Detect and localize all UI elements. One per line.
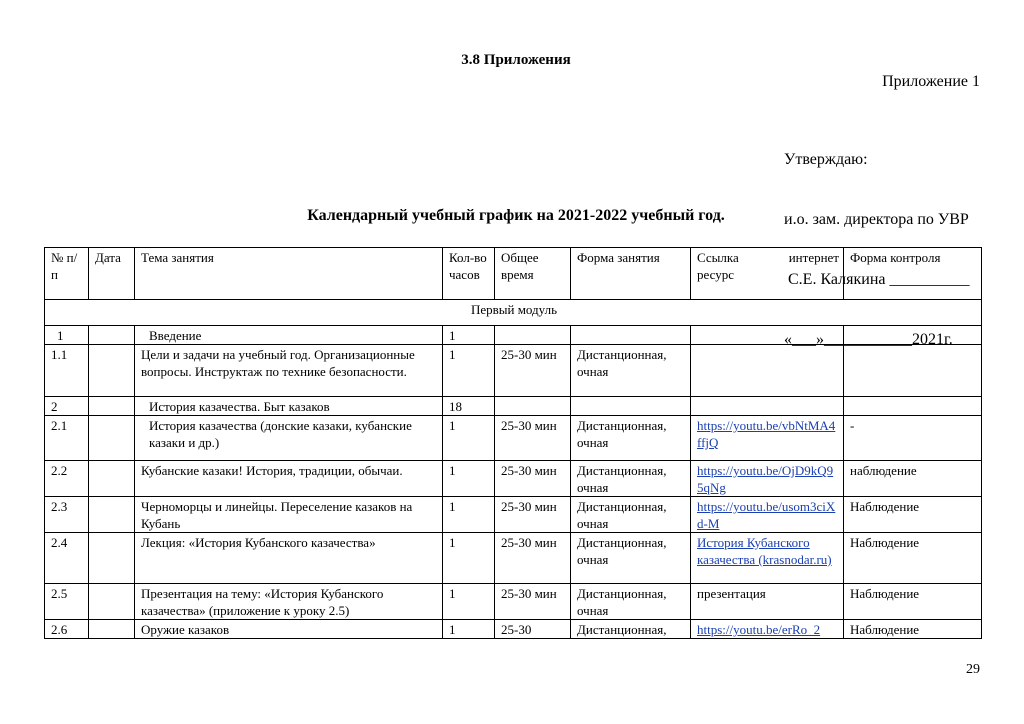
cell-link: презентация xyxy=(691,584,844,620)
cell-date xyxy=(89,497,135,533)
cell-time xyxy=(495,326,571,345)
table-row xyxy=(45,620,982,639)
header-link-word: Ссылка xyxy=(697,250,739,265)
table-row xyxy=(45,497,982,533)
cell-form: Дистанционная, очная xyxy=(571,461,691,497)
appendix-label: Приложение 1 xyxy=(882,73,980,90)
table-row xyxy=(45,533,982,584)
cell-link xyxy=(691,326,844,345)
cell-num: 2 xyxy=(45,397,89,416)
approval-line: Утверждаю: xyxy=(784,151,868,168)
approval-line: и.о. зам. директора по УВР xyxy=(784,211,969,228)
cell-hours: 1 xyxy=(443,533,495,584)
cell-time: 25-30 мин xyxy=(495,461,571,497)
cell-control: Наблюдение xyxy=(844,497,982,533)
cell-topic: Введение xyxy=(135,326,443,345)
section-title: 3.8 Приложения xyxy=(461,52,571,68)
table-row xyxy=(45,397,982,416)
table-header-row xyxy=(45,248,982,300)
resource-link[interactable]: https://youtu.be/OjD9kQ95qNg xyxy=(697,463,834,495)
header-control: Форма контроля xyxy=(844,248,982,300)
cell-link xyxy=(691,397,844,416)
cell-link xyxy=(691,497,844,533)
resource-link[interactable]: https://youtu.be/erRo_2 xyxy=(697,622,821,637)
cell-control xyxy=(844,345,982,397)
cell-time: 25-30 мин xyxy=(495,416,571,461)
cell-num: 2.1 xyxy=(45,416,89,461)
cell-control xyxy=(844,397,982,416)
cell-hours: 18 xyxy=(443,397,495,416)
header-link-word: интернет xyxy=(788,250,839,265)
resource-link[interactable]: https://youtu.be/vbNtMA4ffjQ xyxy=(697,418,836,450)
header-time: Общее время xyxy=(495,248,571,300)
cell-date xyxy=(89,416,135,461)
cell-time xyxy=(495,397,571,416)
table-row xyxy=(45,345,982,397)
cell-date xyxy=(89,461,135,497)
header-hours: Кол-во часов xyxy=(443,248,495,300)
cell-form: Дистанционная, очная xyxy=(571,533,691,584)
table-row xyxy=(45,416,982,461)
cell-time: 25-30 мин xyxy=(495,345,571,397)
cell-num: 1.1 xyxy=(45,345,89,397)
cell-date xyxy=(89,533,135,584)
cell-num: 2.6 xyxy=(45,620,89,639)
cell-topic: История казачества. Быт казаков xyxy=(135,397,443,416)
cell-time: 25-30 мин xyxy=(495,533,571,584)
cell-num: 2.4 xyxy=(45,533,89,584)
cell-form: Дистанционная, xyxy=(571,620,691,639)
cell-num: 2.2 xyxy=(45,461,89,497)
cell-link xyxy=(691,461,844,497)
approval-line: С.Е. Калякина __________ xyxy=(784,271,970,288)
document-title: Календарный учебный график на 2021-2022 учебный год. xyxy=(307,207,725,224)
cell-form: Дистанционная, очная xyxy=(571,416,691,461)
cell-hours: 1 xyxy=(443,461,495,497)
cell-hours: 1 xyxy=(443,497,495,533)
cell-hours: 1 xyxy=(443,345,495,397)
approval-line: «___»___________2021г. xyxy=(784,331,953,348)
cell-time: 25-30 мин xyxy=(495,584,571,620)
cell-num: 2.3 xyxy=(45,497,89,533)
header-date: Дата xyxy=(89,248,135,300)
table-row xyxy=(45,584,982,620)
header-topic: Тема занятия xyxy=(135,248,443,300)
page-number: 29 xyxy=(966,662,980,677)
cell-time: 25-30 мин xyxy=(495,497,571,533)
header-num: № п/п xyxy=(45,248,89,300)
cell-control xyxy=(844,326,982,345)
header-link-word: ресурс xyxy=(697,267,734,282)
cell-hours: 1 xyxy=(443,584,495,620)
cell-link xyxy=(691,345,844,397)
cell-hours: 1 xyxy=(443,620,495,639)
cell-topic: Кубанские казаки! История, традиции, обычаи. xyxy=(135,461,443,497)
cell-form: Дистанционная, очная xyxy=(571,345,691,397)
cell-hours: 1 xyxy=(443,416,495,461)
cell-date xyxy=(89,397,135,416)
cell-topic: История казачества (донские казаки, кубанские казаки и др.) xyxy=(135,416,443,461)
resource-link[interactable]: https://youtu.be/usom3ciXd-M xyxy=(697,499,836,531)
cell-link xyxy=(691,620,844,639)
cell-form xyxy=(571,326,691,345)
cell-form xyxy=(571,397,691,416)
module-row xyxy=(45,300,982,326)
table-row xyxy=(45,326,982,345)
cell-link xyxy=(691,416,844,461)
cell-control: Наблюдение xyxy=(844,533,982,584)
cell-date xyxy=(89,345,135,397)
cell-control: наблюдение xyxy=(844,461,982,497)
cell-link xyxy=(691,533,844,584)
cell-control: Наблюдение xyxy=(844,584,982,620)
cell-control: - xyxy=(844,416,982,461)
resource-link[interactable]: История Кубанского казачества (krasnodar.ru) xyxy=(697,535,832,567)
header-link xyxy=(691,248,844,300)
cell-num: 2.5 xyxy=(45,584,89,620)
cell-form: Дистанционная, очная xyxy=(571,497,691,533)
cell-time: 25-30 xyxy=(495,620,571,639)
cell-topic: Презентация на тему: «История Кубанского казачества» (приложение к уроку 2.5) xyxy=(135,584,443,620)
module-title: Первый модуль xyxy=(45,300,982,326)
cell-topic: Черноморцы и линейцы. Переселение казаков на Кубань xyxy=(135,497,443,533)
header-form: Форма занятия xyxy=(571,248,691,300)
cell-form: Дистанционная, очная xyxy=(571,584,691,620)
cell-topic: Лекция: «История Кубанского казачества» xyxy=(135,533,443,584)
cell-control: Наблюдение xyxy=(844,620,982,639)
schedule-table xyxy=(44,247,982,639)
cell-num: 1 xyxy=(45,326,89,345)
cell-date xyxy=(89,584,135,620)
cell-hours: 1 xyxy=(443,326,495,345)
cell-date xyxy=(89,620,135,639)
cell-topic: Оружие казаков xyxy=(135,620,443,639)
cell-topic: Цели и задачи на учебный год. Организационные вопросы. Инструктаж по технике безопасности. xyxy=(135,345,443,397)
cell-date xyxy=(89,326,135,345)
table-row xyxy=(45,461,982,497)
